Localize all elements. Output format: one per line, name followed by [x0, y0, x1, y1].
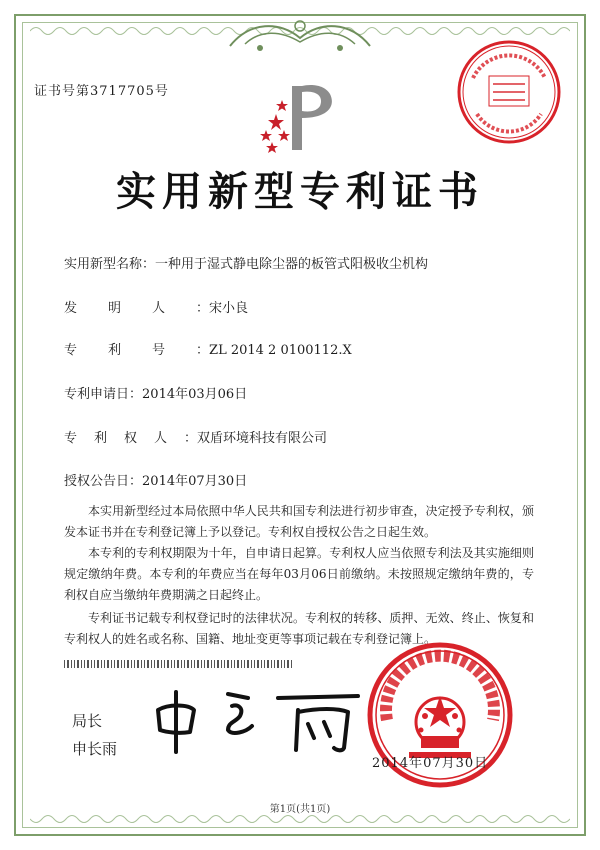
- field-label: 实用新型名称: [64, 257, 143, 272]
- tax-stamp-seal-icon: [455, 38, 563, 146]
- field-label: 专利权人: [64, 431, 185, 446]
- certificate-number: 证书号第3717705号: [34, 84, 169, 99]
- security-barcode-strip: [64, 660, 294, 668]
- field-label: 专利号: [64, 343, 197, 358]
- paragraph-grant-statement: 本实用新型经过本局依照中华人民共和国专利法进行初步审查，决定授予专利权，颁发本证书并在专利登记簿上予以登记。专利权自授权公告之日起生效。: [64, 504, 534, 539]
- top-ornament-icon: [220, 16, 380, 56]
- signatory-role: 局长: [72, 712, 103, 730]
- field-grant-date: 授权公告日：2014年07月30日: [64, 470, 247, 489]
- field-value: 一种用于湿式静电除尘器的板管式阳极收尘机构: [155, 257, 429, 272]
- sipo-logo-icon: [250, 78, 340, 158]
- field-value: ZL 2014 2 0100112.X: [209, 343, 352, 358]
- field-label: 授权公告日: [64, 474, 130, 489]
- field-value: 2014年07月30日: [142, 474, 248, 489]
- field-value: 2014年03月06日: [142, 387, 248, 402]
- paragraph-legal-status: 专利证书记载专利权登记时的法律状况。专利权的转移、质押、无效、终止、恢复和专利权人的姓名或名称、国籍、地址变更等事项记载在专利登记簿上。: [64, 611, 534, 646]
- field-value: 双盾环境科技有限公司: [197, 431, 328, 446]
- page-number: 第1页(共1页): [269, 804, 331, 815]
- field-label: 专利申请日: [64, 387, 130, 402]
- field-utility-model-name: 实用新型名称：一种用于湿式静电除尘器的板管式阳极收尘机构: [64, 253, 428, 272]
- certificate-title: 实用新型专利证书: [116, 169, 484, 215]
- field-patent-number: 专利号：ZL 2014 2 0100112.X: [64, 339, 352, 358]
- field-inventor: 发明人：宋小良: [64, 297, 248, 316]
- seal-date: 2014年07月30日: [372, 756, 489, 771]
- handwritten-signature-icon: [148, 680, 378, 760]
- field-application-date: 专利申请日：2014年03月06日: [64, 383, 247, 402]
- field-value: 宋小良: [209, 301, 249, 316]
- field-label: 发明人: [64, 301, 197, 316]
- paragraph-term-statement: 本专利的专利权期限为十年，自申请日起算。专利权人应当依照专利法及其实施细则规定缴纳年费。本专利的年费应当在每年03月06日前缴纳。未按照规定缴纳年费的，专利权自应当缴纳年费期满之日起终止。: [64, 546, 534, 602]
- field-patentee: 专利权人：双盾环境科技有限公司: [64, 427, 327, 446]
- signatory-name: 申长雨: [72, 740, 118, 758]
